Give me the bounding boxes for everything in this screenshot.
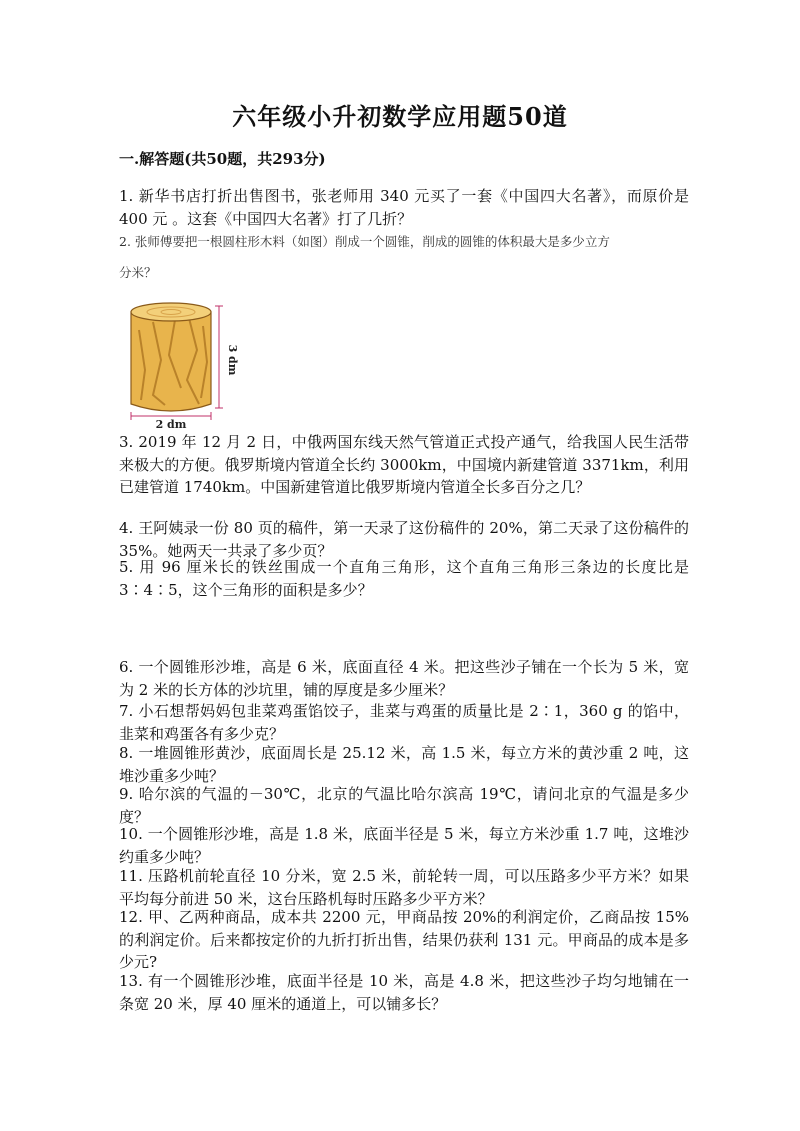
question-1: 1. 新华书店打折出售图书，张老师用 340 元买了一套《中国四大名著》，而原价是 400 元 。这套《中国四大名著》打了几折？ [119, 187, 689, 228]
page-title: 六年级小升初数学应用题50道 [232, 102, 568, 131]
question-7: 7. 小石想帮妈妈包韭菜鸡蛋馅饺子，韭菜与鸡蛋的质量比是 2∶1，360 g 的馅中，韭菜和鸡蛋各有多少克？ [119, 702, 689, 743]
question-4: 4. 王阿姨录一份 80 页的稿件，第一天录了这份稿件的 20%，第二天录了这份稿件的 35%。她两天一共录了多少页？ [119, 519, 689, 560]
question-2: 2. 张师傅要把一根圆柱形木料（如图）削成一个圆锥，削成的圆锥的体积最大是多少立方 [119, 234, 610, 249]
question-10: 10. 一个圆锥形沙堆，高是 1.8 米，底面半径是 5 米，每立方米沙重 1.7 吨，这堆沙约重多少吨？ [119, 825, 689, 866]
question-6: 6. 一个圆锥形沙堆，高是 6 米，底面直径 4 米。把这些沙子铺在一个长为 5 米，宽为 2 米的长方体的沙坑里，铺的厚度是多少厘米？ [119, 658, 689, 699]
width-label: 2 dm [155, 418, 187, 431]
question-8: 8. 一堆圆锥形黄沙，底面周长是 25.12 米，高 1.5 米，每立方米的黄沙重 2 吨，这堆沙重多少吨？ [119, 744, 689, 785]
question-9: 9. 哈尔滨的气温的－30℃，北京的气温比哈尔滨高 19℃，请问北京的气温是多少度？ [119, 785, 689, 826]
section-heading: 一.解答题(共50题，共293分) [119, 150, 326, 168]
height-label: 3 dm [226, 344, 239, 376]
cylinder-wood-figure [123, 300, 239, 431]
question-13: 13. 有一个圆锥形沙堆，底面半径是 10 米，高是 4.8 米，把这些沙子均匀地铺在一条宽 20 米，厚 40 厘米的通道上，可以铺多长？ [119, 972, 689, 1013]
question-2-continuation: 分米？ [119, 265, 157, 280]
question-12: 12. 甲、乙两种商品，成本共 2200 元，甲商品按 20%的利润定价，乙商品按 15%的利润定价。后来都按定价的九折打折出售，结果仍获利 131 元。甲商品的成本是多少元? [119, 908, 689, 971]
question-11: 11. 压路机前轮直径 10 分米，宽 2.5 米，前轮转一周，可以压路多少平方米？如果平均每分前进 50 米，这台压路机每时压路多少平方米？ [119, 867, 689, 908]
question-5: 5. 用 96 厘米长的铁丝围成一个直角三角形，这个直角三角形三条边的长度比是 3∶4∶5，这个三角形的面积是多少？ [119, 558, 689, 599]
question-3: 3. 2019 年 12 月 2 日，中俄两国东线天然气管道正式投产通气，给我国人民生活带来极大的方便。俄罗斯境内管道全长约 3000km，中国境内新建管道 3371km，利用已建管道 1740km。中国新建管道比俄罗斯境内管道全长多百分之几？ [119, 433, 689, 496]
